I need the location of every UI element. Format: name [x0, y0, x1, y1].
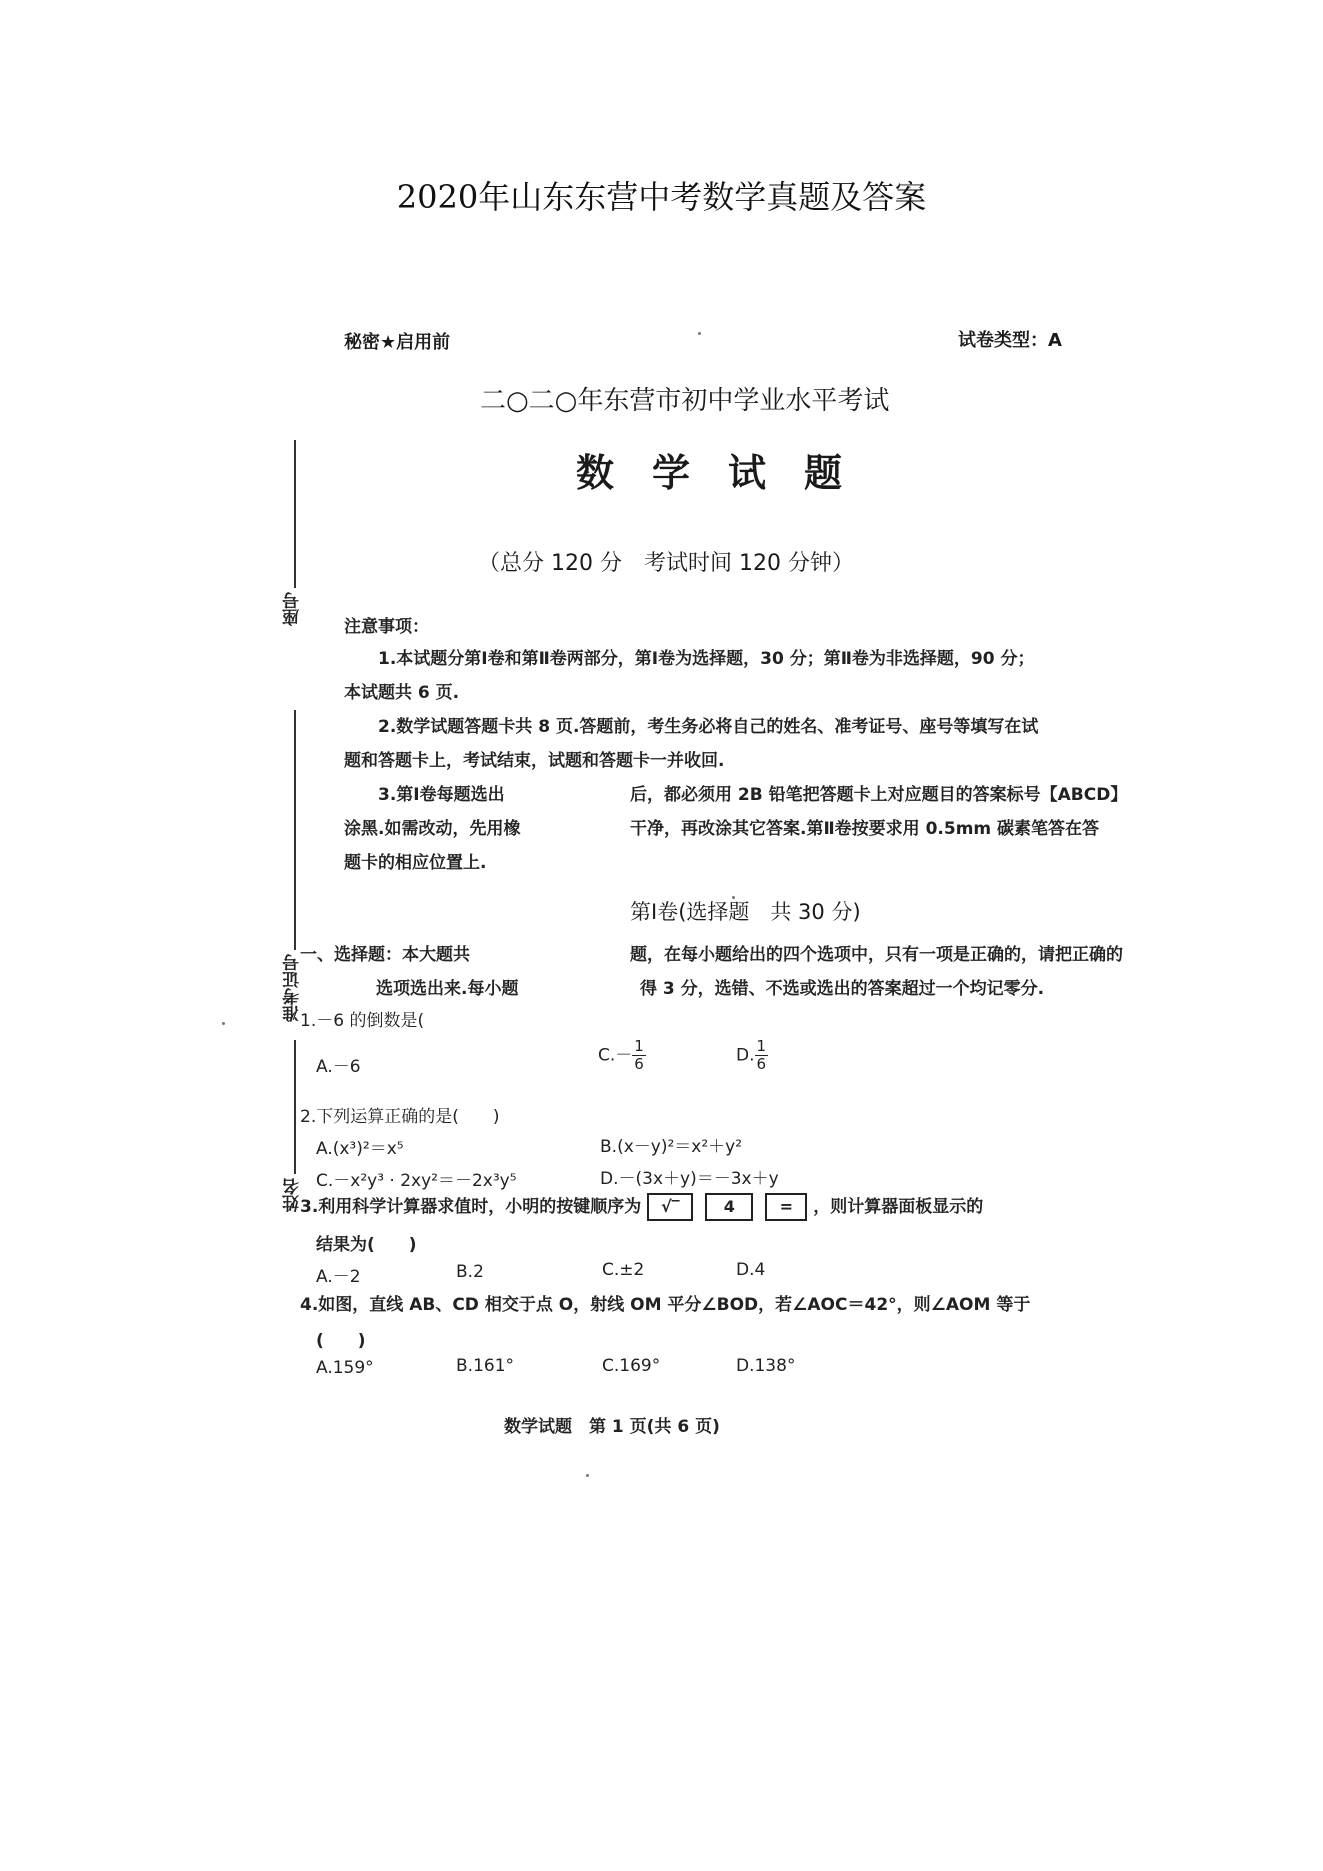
- question-2-option-b: B.(x－y)²＝x²＋y²: [600, 1137, 743, 1157]
- question-2-option-c: C.－x²y³ · 2xy²＝－2x³y⁵: [316, 1171, 517, 1191]
- binding-label-exam-id: 准考证号: [283, 954, 303, 1022]
- part-one-instructions-line-2-b: 得 3 分，选错、不选或选出的答案超过一个均记零分.: [640, 979, 1045, 999]
- question-4-stem-line-2: ( ): [316, 1331, 366, 1351]
- binding-label-name: 姓名: [283, 1178, 303, 1212]
- question-1-option-d-prefix: D.: [736, 1045, 755, 1066]
- fraction-denominator: 6: [634, 1055, 644, 1073]
- score-time-line: （总分 120 分 考试时间 120 分钟）: [478, 551, 854, 576]
- scan-speck: [732, 896, 735, 899]
- scanned-exam-page: [250, 300, 1128, 1500]
- question-2-stem: 2.下列运算正确的是( ): [300, 1107, 500, 1127]
- page-footer: 数学试题 第 1 页(共 6 页): [504, 1417, 720, 1437]
- fraction-numerator: 1: [634, 1037, 644, 1055]
- scan-speck: [586, 1474, 589, 1477]
- binding-line-name: [294, 1040, 296, 1174]
- exam-title: 二○二○年东营市初中学业水平考试: [480, 386, 890, 416]
- notice-item-1-line-1: 1.本试题分第Ⅰ卷和第Ⅱ卷两部分，第Ⅰ卷为选择题，30 分；第Ⅱ卷为非选择题，90 分；: [378, 649, 1035, 669]
- notice-item-3-line-2-b: 干净，再改涂其它答案.第Ⅱ卷按要求用 0.5mm 碳素笔答在答: [630, 819, 1100, 839]
- question-4-option-a: A.159°: [316, 1358, 374, 1378]
- paper-type-label: 试卷类型：A: [958, 330, 1062, 351]
- notice-item-3-line-1-b: 后，都必须用 2B 铅笔把答题卡上对应题目的答案标号【ABCD】: [630, 785, 1128, 805]
- calculator-4-key: 4: [705, 1193, 753, 1221]
- notice-item-2-line-2: 题和答题卡上，考试结束，试题和答题卡一并收回.: [344, 751, 725, 771]
- binding-line-exam-id: [294, 710, 296, 950]
- question-1-option-d-fraction: [755, 1038, 769, 1073]
- calculator-equals-key: =: [765, 1193, 807, 1221]
- document-title: 2020年山东东营中考数学真题及答案: [396, 178, 927, 216]
- question-1-stem: 1.－6 的倒数是(: [300, 1011, 425, 1031]
- question-3-option-b: B.2: [456, 1262, 484, 1282]
- question-4-option-c: C.169°: [602, 1356, 661, 1376]
- question-3-stem-prefix: 3.利用科学计算器求值时，小明的按键顺序为: [300, 1197, 642, 1217]
- question-1-option-c-prefix: C.－: [598, 1045, 633, 1066]
- notice-item-3-line-3: 题卡的相应位置上.: [344, 853, 487, 873]
- question-3-option-a: A.－2: [316, 1267, 361, 1287]
- calculator-sqrt-key: √‾: [647, 1193, 693, 1221]
- question-1-option-d: [736, 1038, 768, 1073]
- notice-item-1-line-2: 本试题共 6 页.: [344, 683, 460, 703]
- notice-title: 注意事项：: [344, 617, 429, 637]
- confidential-label: 秘密★启用前: [344, 332, 451, 353]
- fraction-numerator: 1: [756, 1037, 767, 1055]
- question-4-option-d: D.138°: [736, 1356, 796, 1376]
- notice-item-2-line-1: 2.数学试题答题卡共 8 页.答题前，考生务必将自己的姓名、准考证号、座号等填写在试: [378, 717, 1039, 737]
- question-4-option-b: B.161°: [456, 1356, 515, 1376]
- part-one-instructions-line-2-a: 选项选出来.每小题: [376, 979, 519, 999]
- subject-title: 数学试题: [576, 451, 881, 495]
- section-title: 第Ⅰ卷(选择题 共 30 分): [630, 900, 861, 924]
- question-3-stem-line-2: 结果为( ): [316, 1235, 417, 1255]
- scan-speck: [222, 1022, 225, 1025]
- binding-line-seat: [294, 440, 296, 588]
- question-1-option-c-fraction: [632, 1038, 646, 1073]
- binding-label-seat: 座号: [283, 592, 303, 626]
- question-3-stem-suffix: ，则计算器面板显示的: [813, 1197, 984, 1217]
- question-4-stem-line-1: 4.如图，直线 AB、CD 相交于点 O，射线 OM 平分∠BOD，若∠AOC＝42°，则∠AOM 等于: [300, 1295, 1031, 1315]
- part-one-instructions-line-1-b: 题，在每小题给出的四个选项中，只有一项是正确的，请把正确的: [630, 945, 1123, 965]
- scan-speck: [698, 332, 701, 335]
- notice-item-3-line-2-a: 涂黑.如需改动，先用橡: [344, 819, 521, 839]
- question-2-option-a: A.(x³)²＝x⁵: [316, 1139, 404, 1159]
- question-1-option-c: [598, 1038, 646, 1073]
- question-2-option-d: D.－(3x＋y)＝－3x＋y: [600, 1169, 779, 1189]
- question-3-option-c: C.±2: [602, 1260, 645, 1280]
- part-one-instructions-line-1-a: 一、选择题：本大题共: [300, 945, 470, 965]
- question-3-stem-line-1: [300, 1192, 983, 1221]
- question-3-option-d: D.4: [736, 1260, 766, 1280]
- fraction-denominator: 6: [756, 1055, 767, 1073]
- question-1-option-a: A.－6: [316, 1057, 361, 1077]
- notice-item-3-line-1-a: 3.第Ⅰ卷每题选出: [378, 785, 505, 805]
